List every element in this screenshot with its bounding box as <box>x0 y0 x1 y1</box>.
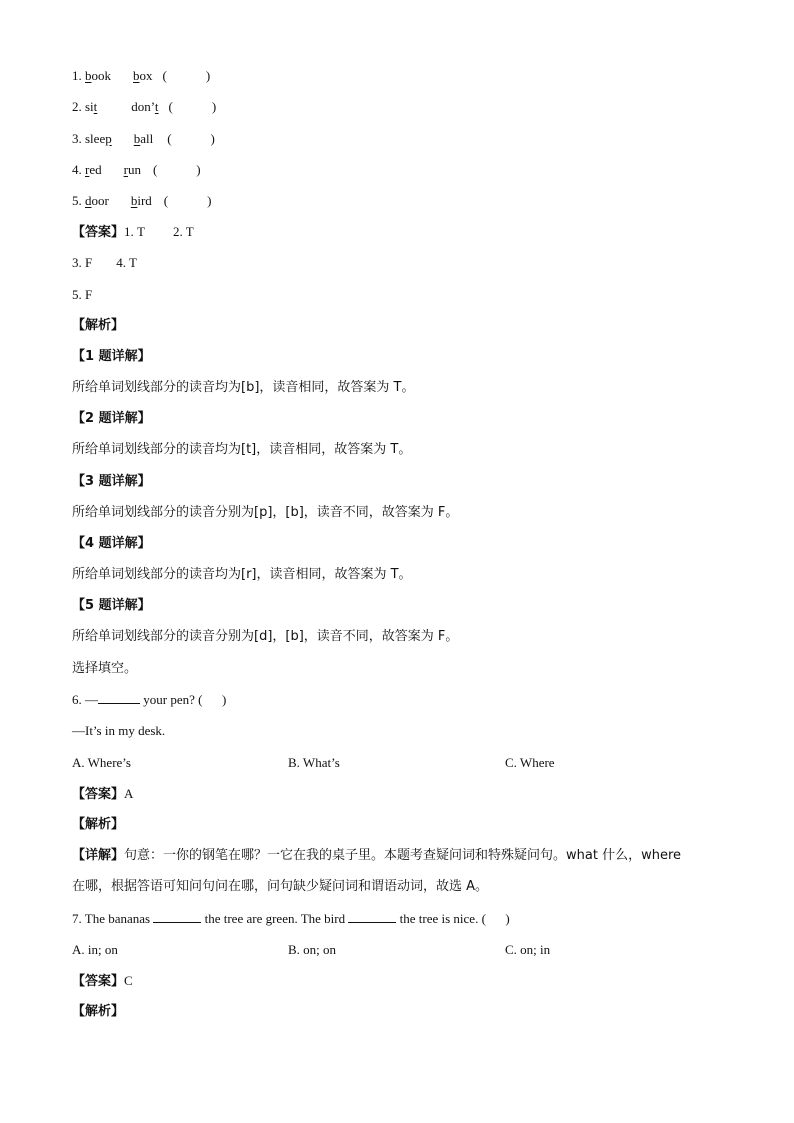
phonics-item-5 <box>72 192 211 210</box>
word-2: ball <box>133 131 154 146</box>
detail-tag-3: 【3 题详解】 <box>72 474 151 489</box>
item-number: 1. <box>72 68 82 83</box>
detail-tag-1: 【1 题详解】 <box>72 349 151 364</box>
answer-tag: 【答案】 <box>72 974 125 989</box>
detail-tag-4: 【4 题详解】 <box>72 536 151 551</box>
answer-bracket: ( ) <box>162 68 211 83</box>
blank-line <box>98 691 140 704</box>
q6-option-c: C. Where <box>505 755 555 770</box>
q6-option-a: A. Where’s <box>72 755 131 770</box>
word-2: run <box>123 162 141 177</box>
question-6-reply: —It’s in my desk. <box>72 723 166 738</box>
analysis-tag: 【解析】 <box>72 318 125 333</box>
answer-bracket: ( ) <box>167 131 215 146</box>
q6-answer-line <box>72 785 133 804</box>
word-1: sleep <box>85 131 112 146</box>
q6-detail-line-1: 【详解】句意：一你的钢笔在哪？一它在我的桌子里。本题考查疑问词和特殊疑问句。what 什么，where <box>72 848 682 863</box>
answer-value: 5. F <box>72 287 93 302</box>
q7-option-c: C. on; in <box>505 942 551 957</box>
phonics-item-2 <box>72 98 216 116</box>
q6-analysis-tag: 【解析】 <box>72 817 125 832</box>
blank-line <box>153 910 201 923</box>
answer-value: A <box>124 786 134 801</box>
q6-option-b: B. What’s <box>288 755 340 770</box>
answer-value: 3. F <box>72 255 93 270</box>
detail-text-2: 所给单词划线部分的读音均为[t]，读音相同，故答案为 T。 <box>72 442 412 457</box>
detail-tag-5: 【5 题详解】 <box>72 598 151 613</box>
phonics-item-4 <box>72 161 201 179</box>
word-1: red <box>85 162 102 177</box>
item-number: 2. <box>72 99 82 114</box>
answer-line-1 <box>72 223 194 242</box>
question-7: 7. The bananas the tree are green. The bird the tree is nice. ( ) <box>72 911 510 926</box>
phonics-item-3 <box>72 130 215 148</box>
q6-detail-line-2: 在哪，根据答语可知问句问在哪，问句缺少疑问词和谓语动词，故选 A。 <box>72 879 489 894</box>
answer-value: C <box>124 973 133 988</box>
word-2: don’t <box>131 99 159 114</box>
answer-value: 1. T <box>124 224 145 239</box>
word-1: sit <box>85 99 98 114</box>
word-1: door <box>85 193 109 208</box>
item-number: 3. <box>72 131 82 146</box>
answer-bracket: ( ) <box>152 162 201 177</box>
word-2: box <box>133 68 153 83</box>
answer-line-2 <box>72 254 137 272</box>
section-title: 选择填空。 <box>72 661 138 676</box>
detail-text-4: 所给单词划线部分的读音均为[r]，读音相同，故答案为 T。 <box>72 567 412 582</box>
word-2: bird <box>130 193 152 208</box>
answer-tag: 【答案】 <box>72 225 125 240</box>
answer-tag: 【答案】 <box>72 787 125 802</box>
blank-line <box>348 910 396 923</box>
answer-value: 2. T <box>172 224 194 239</box>
q7-option-b: B. on; on <box>288 942 337 957</box>
question-6: 6. — your pen? ( ) <box>72 692 227 707</box>
answer-bracket: ( ) <box>168 99 217 114</box>
item-number: 5. <box>72 193 82 208</box>
detail-tag-2: 【2 题详解】 <box>72 411 151 426</box>
detail-text-5: 所给单词划线部分的读音分别为[d]，[b]，读音不同，故答案为 F。 <box>72 629 459 644</box>
phonics-item-1 <box>72 67 210 85</box>
answer-value: 4. T <box>116 255 137 270</box>
word-1: book <box>85 68 111 83</box>
q7-option-a: A. in; on <box>72 942 118 957</box>
detail-text-1: 所给单词划线部分的读音均为[b]，读音相同，故答案为 T。 <box>72 380 415 395</box>
detail-text-3: 所给单词划线部分的读音分别为[p]，[b]，读音不同，故答案为 F。 <box>72 505 459 520</box>
answer-bracket: ( ) <box>163 193 212 208</box>
q7-answer-line <box>72 972 133 991</box>
answer-line-3 <box>72 286 92 304</box>
item-number: 4. <box>72 162 82 177</box>
q7-analysis-tag: 【解析】 <box>72 1004 125 1019</box>
